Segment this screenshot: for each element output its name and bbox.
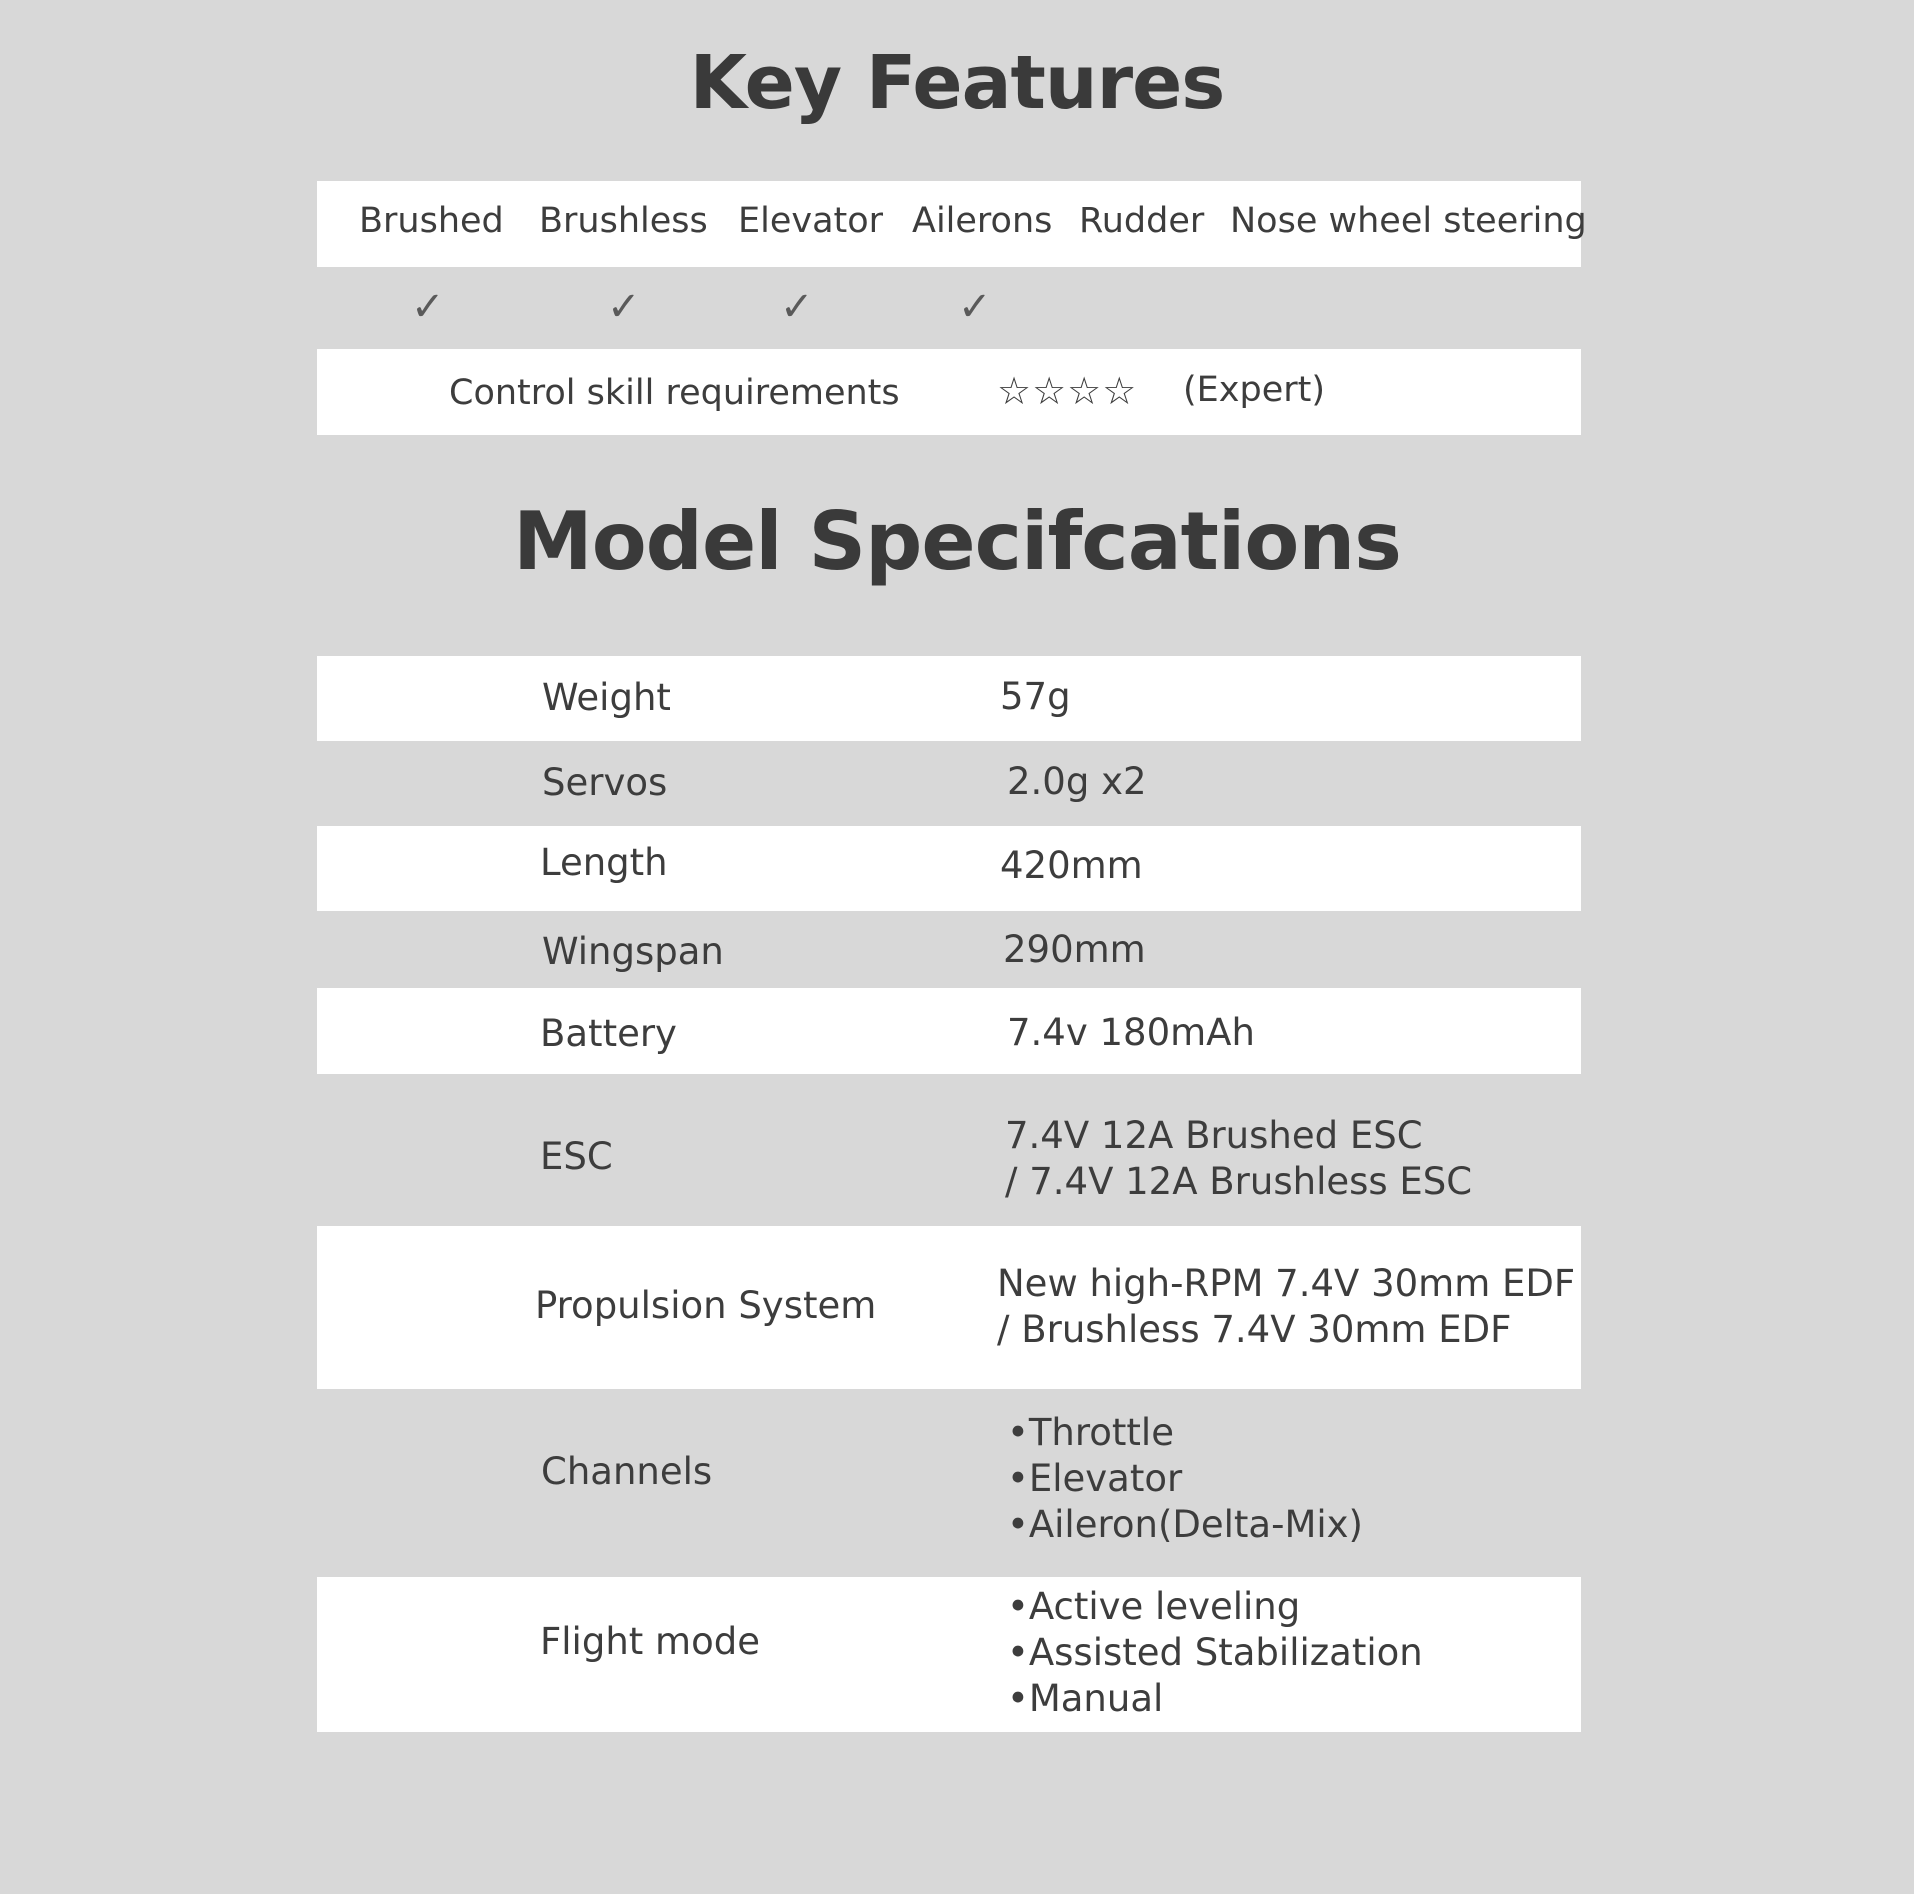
spec-value [1003,927,1146,973]
feature-col-brushless: Brushless [539,201,708,241]
spec-row-servos [317,741,1581,826]
check-icon-brushless: ✓ [607,284,641,330]
spec-value-line: •Aileron(Delta-Mix) [1007,1503,1363,1546]
spec-value [1007,1584,1423,1722]
skill-stars: ☆☆☆☆ [997,369,1138,413]
spec-value-line: / 7.4V 12A Brushless ESC [1005,1160,1473,1203]
spec-row-esc [317,1074,1581,1226]
spec-value-line: 290mm [1003,928,1146,971]
feature-col-ailerons: Ailerons [912,201,1053,241]
spec-row-length [317,826,1581,911]
spec-value [1007,1010,1255,1056]
feature-col-elevator: Elevator [738,201,884,241]
feature-col-brushed: Brushed [359,201,504,241]
spec-label: Channels [541,1450,713,1493]
spec-label: Flight mode [540,1620,760,1663]
spec-value-line: 7.4V 12A Brushed ESC [1005,1114,1423,1157]
skill-label: Control skill requirements [449,373,900,413]
spec-value [997,1261,1575,1353]
spec-row-battery [317,988,1581,1074]
spec-value [1000,843,1143,889]
check-icon-elevator: ✓ [780,284,814,330]
spec-value-line: 7.4v 180mAh [1007,1011,1255,1054]
spec-row-channels [317,1389,1581,1577]
skill-level: (Expert) [1183,370,1325,410]
model-specifications-title: Model Specifcations [513,495,1401,588]
feature-col-nose-wheel-steering: Nose wheel steering [1230,201,1587,241]
spec-value [1000,674,1071,720]
feature-col-rudder: Rudder [1079,201,1205,241]
spec-value [1007,759,1147,805]
skill-requirements-band [317,349,1581,435]
spec-label: Servos [542,761,668,804]
spec-label: Battery [540,1012,677,1055]
check-icon-ailerons: ✓ [958,284,992,330]
spec-value-line: •Throttle [1007,1411,1174,1454]
features-header-band [317,181,1587,267]
key-features-title: Key Features [689,40,1225,126]
spec-row-flight-mode [317,1577,1581,1732]
spec-value [1005,1113,1472,1205]
spec-row-weight [317,656,1581,741]
spec-value-line: 57g [1000,675,1071,718]
spec-value-line: / Brushless 7.4V 30mm EDF [997,1308,1512,1351]
spec-value-line: New high-RPM 7.4V 30mm EDF [997,1262,1576,1305]
spec-row-wingspan [317,911,1581,988]
spec-value-line: 420mm [1000,844,1143,887]
spec-value-line: •Assisted Stabilization [1007,1631,1423,1674]
spec-label: Weight [542,676,671,719]
spec-row-propulsion-system [317,1226,1581,1389]
spec-value-line: •Elevator [1007,1457,1183,1500]
spec-value-line: 2.0g x2 [1007,760,1147,803]
spec-label: Propulsion System [535,1284,877,1327]
spec-label: ESC [540,1135,613,1178]
spec-value-line: •Manual [1007,1677,1164,1720]
spec-label: Length [540,841,668,884]
spec-value [1007,1410,1363,1548]
spec-value-line: •Active leveling [1007,1585,1301,1628]
spec-label: Wingspan [542,930,724,973]
check-icon-brushed: ✓ [411,284,445,330]
